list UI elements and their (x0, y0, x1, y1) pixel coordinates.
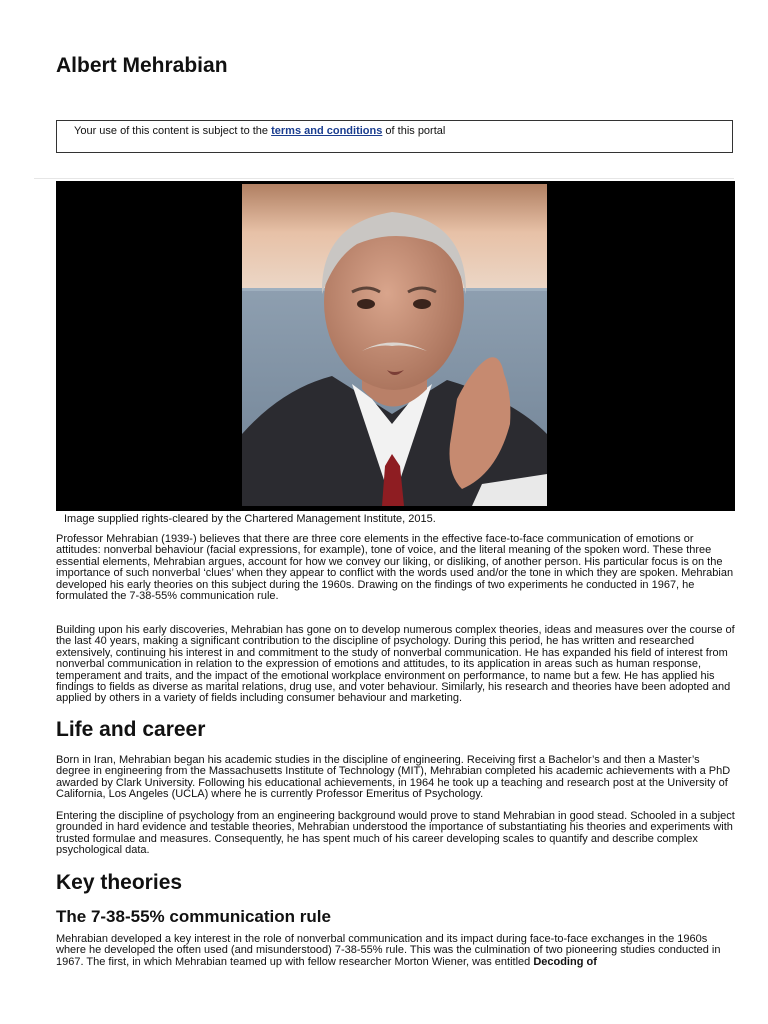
notice-prefix: Your use of this content is subject to the (74, 125, 272, 137)
life-paragraph-1: Born in Iran, Mehrabian began his academic studies in the discipline of engineering. Receiving first a Bachelor’s and then a Master’s degree in engineering from the Massachusetts Institute of Technology (MIT), Mehrabian completed his academic achievements with a PhD awarded by Clark University. Following his educational achievements, in 1964 he took up a teaching and research post at the University of California, Los Angeles (UCLA) where he is currently Professor Emeritus of Psychology. (56, 754, 731, 801)
intro-paragraph-1: Professor Mehrabian (1939-) believes that there are three core elements in the effective face-to-face communication of emotions or attitudes: nonverbal behaviour (facial expressions, for example), tone of voice, and the literal meaning of the spoken word. These three essential elements, Mehrabian argues, account for how we convey our liking, or disliking, of another person. His particular focus is on the importance of such nonverbal ‘clues’ when they appear to conflict with the words used and/or the tone in which they are spoken. Mehrabian developed his early theories on this subject during the 1960s. Drawing on the findings of two experiments he conducted in 1967, he formulated the 7-38-55% communication rule. (56, 533, 734, 603)
portrait-frame (56, 181, 735, 511)
section-heading-life-and-career: Life and career (56, 718, 206, 741)
life-paragraph-2: Entering the discipline of psychology from an engineering background would prove to stand Mehrabian in good stead. Schooled in a subject grounded in hard evidence and testable theories, Mehrabian understood the importance of substantiating his theories and experiments with trusted formulae and measures. Consequently, he has spent much of his career developing scales to quantify and describe complex psychological data. (56, 810, 735, 857)
page-title: Albert Mehrabian (56, 54, 228, 77)
theories-paragraph-text: Mehrabian developed a key interest in the role of nonverbal communication and its impact during face-to-face exchanges in the 1960s where he developed the often used (and misunderstood) 7-38-55% rule. This was the culmination of two pioneering studies conducted in 1967. The first, in which Mehrabian teamed up with fellow researcher Morton Wiener, was entitled (56, 933, 721, 968)
section-heading-key-theories: Key theories (56, 871, 183, 894)
theories-paragraph (56, 934, 736, 968)
divider (34, 178, 734, 179)
theories-paragraph-bold: Decoding of (533, 955, 597, 968)
notice-suffix: of this portal (382, 125, 446, 137)
portrait-photo (242, 184, 547, 506)
terms-and-conditions-link[interactable]: terms and conditions (271, 125, 383, 137)
intro-paragraph-2: Building upon his early discoveries, Mehrabian has gone on to develop numerous complex theories, ideas and measures over the course of the last 40 years, making a significant contribution to the discipline of psychology. During this period, he has written and researched extensively, continuing his interest in and commitment to the study of nonverbal communication. He has expanded his field of interest from nonverbal communication in relation to the expression of emotions and attitudes, to its application in areas such as human response, temperament and traits, and the impact of the emotional workplace environment on performance, to name but a few. He has applied his findings to fields as diverse as marital relations, drug use, and voter behaviour. Similarly, his research and theories have been adopted and applied by others in a variety of fields including consumer behaviour and marketing. (56, 624, 735, 705)
subheading-communication-rule: The 7-38-55% communication rule (56, 907, 331, 926)
terms-notice (56, 120, 733, 153)
image-caption: Image supplied rights-cleared by the Chartered Management Institute, 2015. (64, 513, 436, 525)
